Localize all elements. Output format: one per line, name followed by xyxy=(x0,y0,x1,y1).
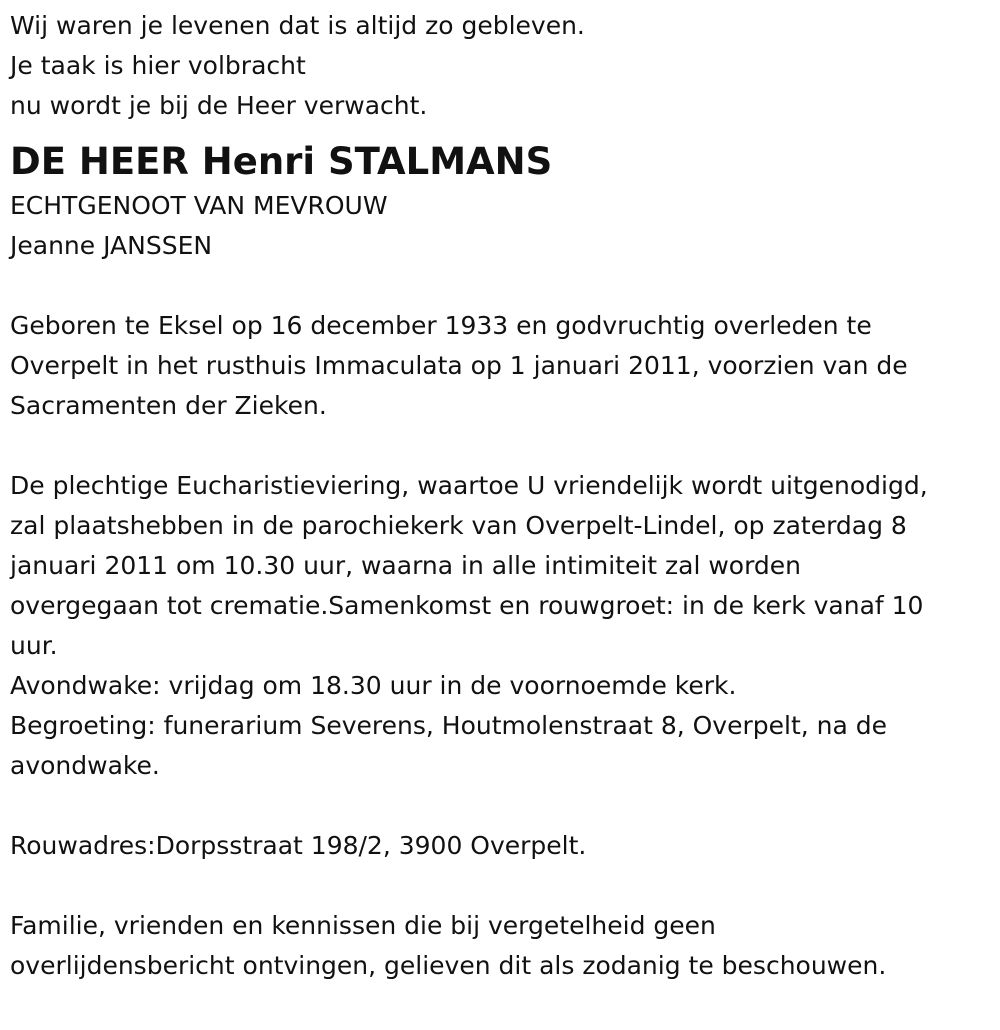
spouse-block xyxy=(10,186,1000,266)
birth-death-line-3: Sacramenten der Zieken. xyxy=(10,391,327,420)
spacer xyxy=(10,266,1000,306)
spouse-name: Jeanne JANSSEN xyxy=(10,231,213,260)
closing-paragraph xyxy=(10,906,1000,986)
ceremony-line-3: januari 2011 om 10.30 uur, waarna in alle intimiteit zal worden xyxy=(10,551,802,580)
birth-death-line-1: Geboren te Eksel op 16 december 1933 en godvruchtig overleden te xyxy=(10,311,872,340)
ceremony-line-1: De plechtige Eucharistieviering, waartoe U vriendelijk wordt uitgenodigd, xyxy=(10,471,928,500)
wake-line: Avondwake: vrijdag om 18.30 uur in de voornoemde kerk. xyxy=(10,671,737,700)
ceremony-paragraph xyxy=(10,466,1000,786)
ceremony-line-2: zal plaatshebben in de parochiekerk van Overpelt-Lindel, op zaterdag 8 xyxy=(10,511,907,540)
ceremony-line-5: uur. xyxy=(10,631,58,660)
address-paragraph xyxy=(10,826,1000,866)
birth-death-paragraph xyxy=(10,306,1000,426)
poem-line-3: nu wordt je bij de Heer verwacht. xyxy=(10,91,428,120)
mourning-address: Rouwadres:Dorpsstraat 198/2, 3900 Overpelt. xyxy=(10,831,587,860)
greeting-line-2: avondwake. xyxy=(10,751,160,780)
spacer xyxy=(10,866,1000,906)
spacer xyxy=(10,426,1000,466)
birth-death-line-2: Overpelt in het rusthuis Immaculata op 1 januari 2011, voorzien van de xyxy=(10,351,908,380)
poem-block xyxy=(10,6,1000,126)
greeting-line-1: Begroeting: funerarium Severens, Houtmolenstraat 8, Overpelt, na de xyxy=(10,711,888,740)
closing-line-2: overlijdensbericht ontvingen, gelieven dit als zodanig te beschouwen. xyxy=(10,951,887,980)
closing-line-1: Familie, vrienden en kennissen die bij vergetelheid geen xyxy=(10,911,716,940)
poem-line-2: Je taak is hier volbracht xyxy=(10,51,306,80)
spouse-label: ECHTGENOOT VAN MEVROUW xyxy=(10,191,388,220)
poem-line-1: Wij waren je levenen dat is altijd zo gebleven. xyxy=(10,11,585,40)
spacer xyxy=(10,786,1000,826)
ceremony-line-4: overgegaan tot crematie.Samenkomst en rouwgroet: in de kerk vanaf 10 xyxy=(10,591,924,620)
deceased-name-title: DE HEER Henri STALMANS xyxy=(10,140,553,183)
